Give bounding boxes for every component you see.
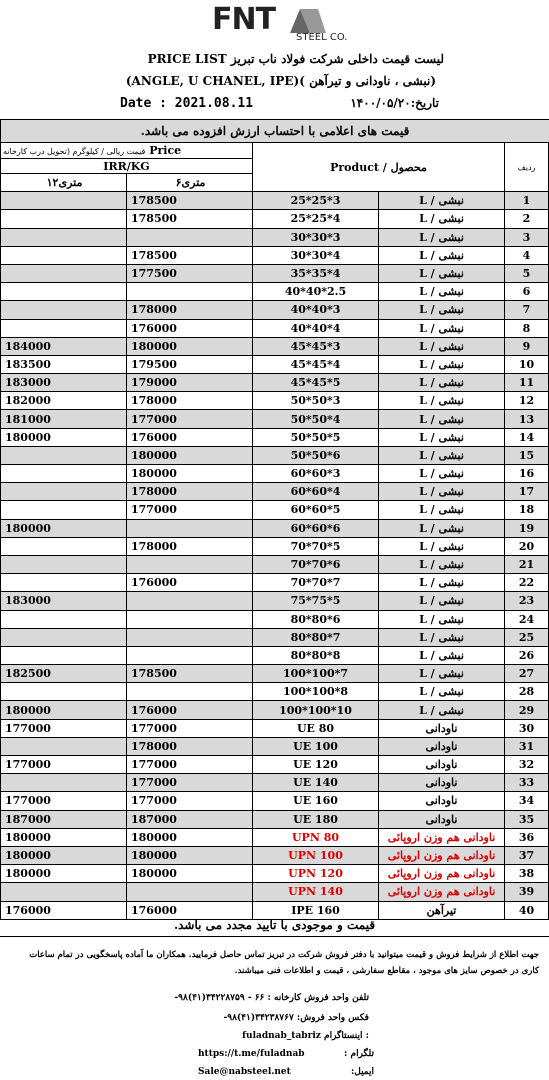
product-cell: نبشی / L bbox=[379, 446, 505, 464]
spec-cell: 70*70*6 bbox=[253, 555, 379, 573]
spec-cell: 100*100*8 bbox=[253, 683, 379, 701]
table-row bbox=[1, 483, 549, 501]
price-6m-cell: 187000 bbox=[127, 810, 253, 828]
table-row bbox=[1, 792, 549, 810]
price-12m-cell: 183000 bbox=[1, 374, 127, 392]
instagram-handle[interactable]: fuladnab_tabriz bbox=[242, 1031, 321, 1041]
product-cell: نبشی / L bbox=[379, 483, 505, 501]
row-number-cell: 3 bbox=[505, 228, 549, 246]
row-number-cell: 33 bbox=[505, 774, 549, 792]
spec-cell: UPN 80 bbox=[253, 828, 379, 846]
product-cell: نبشی / L bbox=[379, 665, 505, 683]
price-6m-cell: 176000 bbox=[127, 574, 253, 592]
spec-cell: 30*30*4 bbox=[253, 246, 379, 264]
table-row bbox=[1, 737, 549, 755]
instagram-row bbox=[242, 1031, 369, 1041]
price-6m-cell bbox=[127, 283, 253, 301]
row-number-cell: 10 bbox=[505, 355, 549, 373]
price-12m-cell bbox=[1, 883, 127, 901]
table-row bbox=[1, 519, 549, 537]
price-6m-cell: 180000 bbox=[127, 828, 253, 846]
table-row bbox=[1, 756, 549, 774]
price-12m-cell: 187000 bbox=[1, 810, 127, 828]
table-row bbox=[1, 701, 549, 719]
product-cell: نبشی / L bbox=[379, 355, 505, 373]
table-row bbox=[1, 428, 549, 446]
table-row bbox=[1, 628, 549, 646]
table-row bbox=[1, 610, 549, 628]
price-12m-cell bbox=[1, 446, 127, 464]
company-logo bbox=[0, 0, 549, 48]
spec-cell: 60*60*3 bbox=[253, 465, 379, 483]
spec-cell: 50*50*3 bbox=[253, 392, 379, 410]
row-number-cell: 12 bbox=[505, 392, 549, 410]
product-cell: نبشی / L bbox=[379, 537, 505, 555]
product-cell: ناودانی هم وزن اروپائی bbox=[379, 865, 505, 883]
price-12m-cell bbox=[1, 737, 127, 755]
vat-banner: قیمت های اعلامی با احتساب ارزش افزوده می باشد. bbox=[0, 119, 549, 143]
table-row bbox=[1, 719, 549, 737]
table-row bbox=[1, 574, 549, 592]
price-12m-cell bbox=[1, 574, 127, 592]
price-6m-cell bbox=[127, 628, 253, 646]
price-6m-cell: 176000 bbox=[127, 701, 253, 719]
row-number-cell: 8 bbox=[505, 319, 549, 337]
product-cell: نبشی / L bbox=[379, 192, 505, 210]
row-number-cell: 6 bbox=[505, 283, 549, 301]
price-12m-cell: 182500 bbox=[1, 665, 127, 683]
price-6m-cell: 178000 bbox=[127, 392, 253, 410]
product-cell: ناودانی bbox=[379, 774, 505, 792]
spec-cell: 25*25*4 bbox=[253, 210, 379, 228]
telegram-label: تلگرام : bbox=[344, 1049, 374, 1059]
table-row bbox=[1, 355, 549, 373]
price-12m-cell bbox=[1, 228, 127, 246]
table-row bbox=[1, 665, 549, 683]
product-cell: ناودانی bbox=[379, 792, 505, 810]
table-row bbox=[1, 392, 549, 410]
spec-cell: 40*40*4 bbox=[253, 319, 379, 337]
price-12m-cell: 180000 bbox=[1, 519, 127, 537]
price-12m-cell bbox=[1, 319, 127, 337]
price-12m-cell bbox=[1, 210, 127, 228]
info-note: جهت اطلاع از شرایط فروش و قیمت میتوانید با دفتر فروش شرکت در تبریز تماس حاصل فرمایید. همکاران ما آماده پاسخگویی در تمام ساعات کاری در خصوص سایز های موجود ، مقاطع سفارشی ، قیمت و اطلاعات فنی میباشند. bbox=[29, 950, 539, 976]
spec-cell: 50*50*6 bbox=[253, 446, 379, 464]
spec-cell: 60*60*5 bbox=[253, 501, 379, 519]
row-number-cell: 26 bbox=[505, 646, 549, 664]
table-row bbox=[1, 683, 549, 701]
email-link[interactable]: Sale@nabsteel.net bbox=[198, 1067, 291, 1077]
table-row bbox=[1, 228, 549, 246]
price-6m-cell: 178500 bbox=[127, 665, 253, 683]
price-12m-cell bbox=[1, 264, 127, 282]
email-label: ایمیل: bbox=[350, 1067, 374, 1077]
product-cell: نبشی / L bbox=[379, 701, 505, 719]
price-12m-cell: 183500 bbox=[1, 355, 127, 373]
spec-cell: UE 180 bbox=[253, 810, 379, 828]
telegram-link[interactable]: https://t.me/fuladnab bbox=[198, 1049, 305, 1059]
product-cell: نبشی / L bbox=[379, 519, 505, 537]
title-line-2: (نبشی ، ناودانی و تیرآهن )(ANGLE, U CHANEL, IPE) bbox=[125, 74, 436, 88]
row-number-cell: 17 bbox=[505, 483, 549, 501]
row-number-cell: 18 bbox=[505, 501, 549, 519]
row-number-cell: 22 bbox=[505, 574, 549, 592]
title-line-1: لیست قیمت داخلی شرکت فولاد ناب تبریز PRICE LIST bbox=[147, 52, 444, 66]
price-12m-cell: 183000 bbox=[1, 592, 127, 610]
stock-note: قیمت و موجودی با تایید مجدد می باشد. bbox=[173, 918, 376, 932]
product-cell: نبشی / L bbox=[379, 592, 505, 610]
price-6m-cell: 180000 bbox=[127, 865, 253, 883]
price-6m-cell: 178000 bbox=[127, 301, 253, 319]
price-6m-cell bbox=[127, 555, 253, 573]
table-row bbox=[1, 301, 549, 319]
price-6m-cell: 178500 bbox=[127, 246, 253, 264]
table-row bbox=[1, 446, 549, 464]
price-12m-cell bbox=[1, 483, 127, 501]
price-12m-cell: 177000 bbox=[1, 719, 127, 737]
row-number-cell: 16 bbox=[505, 465, 549, 483]
spec-cell: 100*100*10 bbox=[253, 701, 379, 719]
price-12m-cell bbox=[1, 192, 127, 210]
product-cell: نبشی / L bbox=[379, 228, 505, 246]
price-12m-cell: 177000 bbox=[1, 792, 127, 810]
table-row bbox=[1, 264, 549, 282]
spec-cell: 50*50*5 bbox=[253, 428, 379, 446]
product-cell: نبشی / L bbox=[379, 610, 505, 628]
price-6m-cell: 176000 bbox=[127, 319, 253, 337]
price-12m-cell bbox=[1, 683, 127, 701]
product-cell: ناودانی هم وزن اروپائی bbox=[379, 846, 505, 864]
spec-cell: 40*40*3 bbox=[253, 301, 379, 319]
row-number-cell: 1 bbox=[505, 192, 549, 210]
spec-cell: UPN 100 bbox=[253, 846, 379, 864]
price-6m-cell: 178500 bbox=[127, 210, 253, 228]
price-header bbox=[1, 143, 253, 159]
spec-cell: UE 100 bbox=[253, 737, 379, 755]
spec-cell: 60*60*6 bbox=[253, 519, 379, 537]
product-cell: نبشی / L bbox=[379, 283, 505, 301]
spec-cell: UE 140 bbox=[253, 774, 379, 792]
row-number-cell: 5 bbox=[505, 264, 549, 282]
row-number-cell: 32 bbox=[505, 756, 549, 774]
product-cell: نبشی / L bbox=[379, 683, 505, 701]
spec-cell: 30*30*3 bbox=[253, 228, 379, 246]
price-header-fa: قیمت ریالی / کیلوگرم (تحویل درب کارخانه bbox=[3, 147, 146, 156]
spec-cell: UE 120 bbox=[253, 756, 379, 774]
product-cell: نبشی / L bbox=[379, 555, 505, 573]
product-header: Product / محصول bbox=[253, 143, 505, 192]
product-cell: نبشی / L bbox=[379, 301, 505, 319]
product-cell: نبشی / L bbox=[379, 337, 505, 355]
product-cell: ناودانی bbox=[379, 719, 505, 737]
price-6m-cell: 177500 bbox=[127, 264, 253, 282]
row-number-cell: 37 bbox=[505, 846, 549, 864]
price-6m-cell: 177000 bbox=[127, 410, 253, 428]
row-number-header: ردیف bbox=[505, 143, 549, 192]
date-english: Date : 2021.08.11 bbox=[120, 96, 254, 111]
spec-cell: UPN 120 bbox=[253, 865, 379, 883]
product-cell: نبشی / L bbox=[379, 428, 505, 446]
table-row bbox=[1, 537, 549, 555]
product-cell: نبشی / L bbox=[379, 210, 505, 228]
price-6m-cell: 177000 bbox=[127, 501, 253, 519]
price-6m-cell bbox=[127, 228, 253, 246]
product-cell: نبشی / L bbox=[379, 574, 505, 592]
table-row bbox=[1, 210, 549, 228]
row-number-cell: 14 bbox=[505, 428, 549, 446]
product-cell: ناودانی هم وزن اروپائی bbox=[379, 828, 505, 846]
price-6m-cell bbox=[127, 646, 253, 664]
price-12m-cell: 177000 bbox=[1, 756, 127, 774]
row-number-cell: 21 bbox=[505, 555, 549, 573]
row-number-cell: 19 bbox=[505, 519, 549, 537]
price-6m-cell: 177000 bbox=[127, 756, 253, 774]
table-row bbox=[1, 774, 549, 792]
table-row bbox=[1, 410, 549, 428]
row-number-cell: 30 bbox=[505, 719, 549, 737]
product-cell: نبشی / L bbox=[379, 465, 505, 483]
price-6m-cell bbox=[127, 610, 253, 628]
price-12m-cell: 180000 bbox=[1, 865, 127, 883]
row-number-cell: 28 bbox=[505, 683, 549, 701]
row-number-cell: 7 bbox=[505, 301, 549, 319]
spec-cell: IPE 160 bbox=[253, 901, 379, 919]
spec-cell: 40*40*2.5 bbox=[253, 283, 379, 301]
price-12m-cell: 180000 bbox=[1, 701, 127, 719]
price-12m-cell: 180000 bbox=[1, 428, 127, 446]
product-cell: نبشی / L bbox=[379, 501, 505, 519]
row-number-cell: 27 bbox=[505, 665, 549, 683]
table-row bbox=[1, 246, 549, 264]
instagram-label: اینستاگرام : bbox=[324, 1031, 369, 1041]
col-6m-header: ۶متری bbox=[127, 174, 253, 192]
table-row bbox=[1, 283, 549, 301]
price-12m-cell bbox=[1, 774, 127, 792]
table-row bbox=[1, 337, 549, 355]
table-row bbox=[1, 901, 549, 919]
table-row bbox=[1, 555, 549, 573]
product-cell: نبشی / L bbox=[379, 374, 505, 392]
product-cell: تیرآهن bbox=[379, 901, 505, 919]
product-cell: نبشی / L bbox=[379, 646, 505, 664]
price-6m-cell bbox=[127, 592, 253, 610]
price-12m-cell bbox=[1, 646, 127, 664]
price-12m-cell: 181000 bbox=[1, 410, 127, 428]
date-persian: تاریخ:۱۴۰۰/۰۵/۲۰ bbox=[350, 96, 439, 110]
price-6m-cell: 177000 bbox=[127, 774, 253, 792]
logo-subtitle: STEEL CO. bbox=[296, 32, 348, 43]
spec-cell: UE 80 bbox=[253, 719, 379, 737]
price-6m-cell: 177000 bbox=[127, 719, 253, 737]
price-12m-cell: 180000 bbox=[1, 828, 127, 846]
product-cell: ناودانی bbox=[379, 756, 505, 774]
price-6m-cell: 180000 bbox=[127, 465, 253, 483]
price-6m-cell: 178000 bbox=[127, 737, 253, 755]
price-6m-cell bbox=[127, 683, 253, 701]
price-12m-cell: 182000 bbox=[1, 392, 127, 410]
spec-cell: 45*45*3 bbox=[253, 337, 379, 355]
price-12m-cell bbox=[1, 537, 127, 555]
row-number-cell: 29 bbox=[505, 701, 549, 719]
row-number-cell: 4 bbox=[505, 246, 549, 264]
table-row bbox=[1, 501, 549, 519]
spec-cell: 70*70*7 bbox=[253, 574, 379, 592]
row-number-cell: 35 bbox=[505, 810, 549, 828]
price-12m-cell: 176000 bbox=[1, 901, 127, 919]
row-number-cell: 40 bbox=[505, 901, 549, 919]
product-cell: نبشی / L bbox=[379, 392, 505, 410]
price-6m-cell: 180000 bbox=[127, 446, 253, 464]
price-6m-cell: 176000 bbox=[127, 901, 253, 919]
spec-cell: UPN 140 bbox=[253, 883, 379, 901]
spec-cell: 45*45*5 bbox=[253, 374, 379, 392]
table-row bbox=[1, 646, 549, 664]
row-number-cell: 23 bbox=[505, 592, 549, 610]
spec-cell: 50*50*4 bbox=[253, 410, 379, 428]
table-row bbox=[1, 810, 549, 828]
col-12m-header: ۱۲متری bbox=[1, 174, 127, 192]
logo-text: FNT bbox=[212, 2, 276, 37]
product-cell: ناودانی bbox=[379, 810, 505, 828]
price-12m-cell bbox=[1, 628, 127, 646]
product-cell: نبشی / L bbox=[379, 628, 505, 646]
row-number-cell: 39 bbox=[505, 883, 549, 901]
row-number-cell: 38 bbox=[505, 865, 549, 883]
product-cell: نبشی / L bbox=[379, 264, 505, 282]
phone-factory: تلفن واحد فروش کارخانه : ۶۶ - ۳۴۲۲۸۷۵۹(۴۱)۹۸- bbox=[174, 993, 369, 1003]
price-6m-cell bbox=[127, 883, 253, 901]
table-row bbox=[1, 465, 549, 483]
price-12m-cell bbox=[1, 246, 127, 264]
price-6m-cell: 180000 bbox=[127, 337, 253, 355]
row-number-cell: 24 bbox=[505, 610, 549, 628]
spec-cell: 60*60*4 bbox=[253, 483, 379, 501]
price-12m-cell bbox=[1, 465, 127, 483]
row-number-cell: 9 bbox=[505, 337, 549, 355]
row-number-cell: 34 bbox=[505, 792, 549, 810]
spec-cell: 80*80*6 bbox=[253, 610, 379, 628]
price-6m-cell: 179000 bbox=[127, 374, 253, 392]
price-6m-cell: 178000 bbox=[127, 537, 253, 555]
row-number-cell: 2 bbox=[505, 210, 549, 228]
spec-cell: 80*80*7 bbox=[253, 628, 379, 646]
price-12m-cell bbox=[1, 555, 127, 573]
table-row bbox=[1, 865, 549, 883]
fax-sales: فکس واحد فروش: ۳۴۲۳۸۷۶۷(۴۱)۹۸- bbox=[223, 1013, 369, 1023]
row-number-cell: 25 bbox=[505, 628, 549, 646]
table-row bbox=[1, 828, 549, 846]
product-cell: نبشی / L bbox=[379, 410, 505, 428]
spec-cell: 35*35*4 bbox=[253, 264, 379, 282]
price-12m-cell: 180000 bbox=[1, 846, 127, 864]
price-12m-cell bbox=[1, 501, 127, 519]
price-12m-cell: 184000 bbox=[1, 337, 127, 355]
table-row bbox=[1, 374, 549, 392]
price-6m-cell: 178000 bbox=[127, 483, 253, 501]
table-row bbox=[1, 319, 549, 337]
row-number-cell: 20 bbox=[505, 537, 549, 555]
product-cell: نبشی / L bbox=[379, 319, 505, 337]
spec-cell: 75*75*5 bbox=[253, 592, 379, 610]
row-number-cell: 15 bbox=[505, 446, 549, 464]
table-row bbox=[1, 846, 549, 864]
price-6m-cell: 176000 bbox=[127, 428, 253, 446]
spec-cell: UE 160 bbox=[253, 792, 379, 810]
price-6m-cell: 180000 bbox=[127, 846, 253, 864]
row-number-cell: 31 bbox=[505, 737, 549, 755]
price-6m-cell: 177000 bbox=[127, 792, 253, 810]
row-number-cell: 13 bbox=[505, 410, 549, 428]
spec-cell: 25*25*3 bbox=[253, 192, 379, 210]
price-12m-cell bbox=[1, 283, 127, 301]
row-number-cell: 11 bbox=[505, 374, 549, 392]
product-cell: ناودانی هم وزن اروپائی bbox=[379, 883, 505, 901]
row-number-cell: 36 bbox=[505, 828, 549, 846]
spec-cell: 70*70*5 bbox=[253, 537, 379, 555]
price-table bbox=[0, 142, 549, 920]
table-row bbox=[1, 192, 549, 210]
divider bbox=[0, 936, 549, 937]
unit-header: IRR/KG bbox=[1, 159, 253, 174]
price-6m-cell: 178500 bbox=[127, 192, 253, 210]
logo-mark-icon bbox=[288, 5, 328, 35]
spec-cell: 100*100*7 bbox=[253, 665, 379, 683]
spec-cell: 45*45*4 bbox=[253, 355, 379, 373]
price-12m-cell bbox=[1, 301, 127, 319]
table-row bbox=[1, 592, 549, 610]
price-12m-cell bbox=[1, 610, 127, 628]
product-cell: نبشی / L bbox=[379, 246, 505, 264]
price-6m-cell bbox=[127, 519, 253, 537]
price-6m-cell: 179500 bbox=[127, 355, 253, 373]
price-header-en: Price bbox=[149, 144, 182, 157]
table-row bbox=[1, 883, 549, 901]
spec-cell: 80*80*8 bbox=[253, 646, 379, 664]
product-cell: ناودانی bbox=[379, 737, 505, 755]
